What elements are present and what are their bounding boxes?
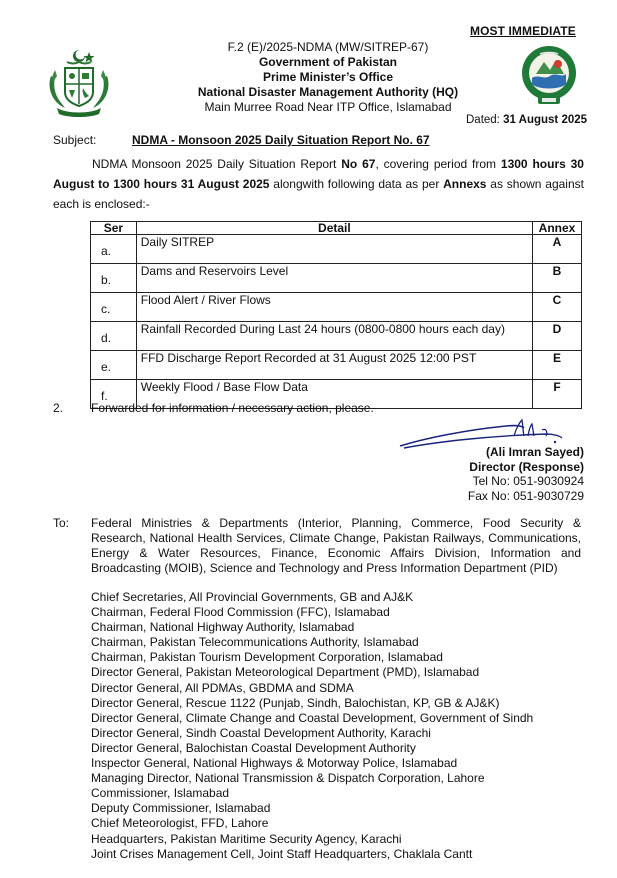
list-item: Chairman, Federal Flood Commission (FFC), Islamabad [91,605,390,620]
list-item: Chairman, Pakistan Telecommunications Authority, Islamabad [91,635,419,650]
row-detail: Rainfall Recorded During Last 24 hours (0800-0800 hours each day) [136,322,532,351]
row-detail: Weekly Flood / Base Flow Data [136,380,532,409]
row-ser: d. [91,322,137,351]
list-item: Chief Meteorologist, FFD, Lahore [91,816,269,831]
list-item: Chief Secretaries, All Provincial Governments, GB and AJ&K [91,590,414,604]
row-ser: a. [91,235,137,264]
list-item: Inspector General, National Highways & Motorway Police, Islamabad [91,756,458,771]
list-item: Director General, All PDMAs, GBDMA and SDMA [91,680,354,695]
row-annex: C [533,293,582,322]
govt-line: Government of Pakistan [258,55,398,69]
list-item: Director General, Balochistan Coastal Development Authority [91,740,416,755]
signatory-fax: Fax No: 051-9030729 [467,488,584,503]
subject-label: Subject: [53,133,97,147]
para1-t3: alongwith following data as per [273,177,440,191]
para1-b3: Annexs [443,177,487,191]
address-line: Main Murree Road Near ITP Office, Islamabad [204,100,452,114]
header-ser: Ser [91,222,137,235]
table-row [91,322,582,351]
annex-table [90,221,582,409]
list-item: Chairman, National Highway Authority, Islamabad [91,620,355,635]
file-number: F.2 (E)/2025-NDMA (MW/SITREP-67) [227,40,429,54]
letterhead [150,40,506,115]
row-ser: b. [91,264,137,293]
list-item: Commissioner, Islamabad [91,786,230,801]
authority-line: National Disaster Management Authority (HQ) [197,85,459,99]
row-annex: F [533,380,582,409]
row-ser: f. [91,380,137,409]
row-ser: c. [91,293,137,322]
para1-t1: NDMA Monsoon 2025 Daily Situation Report [92,157,337,171]
distribution-list [91,590,591,862]
para1-b1: No 67 [341,157,376,171]
list-item: Managing Director, National Transmission & Dispatch Corporation, Lahore [91,771,485,786]
list-item: Chairman, Pakistan Tourism Development Corporation, Islamabad [91,650,443,665]
para1-t2: , covering period from [375,157,497,171]
list-item: Director General, Climate Change and Coastal Development, Government of Sindh [91,710,534,725]
ndma-logo-icon [520,44,578,106]
subject-text: NDMA - Monsoon 2025 Daily Situation Report No. 67 [132,133,430,147]
row-detail: Flood Alert / River Flows [136,293,532,322]
signatory-tel: Tel No: 051-9030924 [472,474,584,489]
header-detail: Detail [136,222,532,235]
list-item: Director General, Rescue 1122 (Punjab, Sindh, Balochistan, KP, GB & AJ&K) [91,695,500,710]
list-item: Director General, Pakistan Meteorological Department (PMD), Islamabad [91,665,480,680]
date-line [466,114,587,126]
state-emblem-icon [45,46,113,118]
signatory-name: (Ali Imran Sayed) [485,445,584,459]
row-ser: e. [91,351,137,380]
office-line: Prime Minister’s Office [262,70,394,84]
row-annex: B [533,264,582,293]
list-item: Director General, Sindh Coastal Development Authority, Karachi [91,725,431,740]
signatory-designation: Director (Response) [469,459,584,474]
row-annex: A [533,235,582,264]
dated-label: Dated: [466,114,500,126]
table-header-row [91,222,582,235]
to-first-recipient: Federal Ministries & Departments (Interior, Planning, Commerce, Food Security & Research, National Health Services, Climate Change, Pakistan Railways, Communications, Energy & Water Resources, Finance, Economic Affairs Division, Information and Broadcasting (MOIB), Science and Technology and Press Information Department (PID) [91,516,581,575]
row-detail: Daily SITREP [136,235,532,264]
table-row [91,351,582,380]
dated-value: 31 August 2025 [503,114,588,126]
table-row [91,264,582,293]
row-annex: D [533,322,582,351]
table-row [91,235,582,264]
row-detail: Dams and Reservoirs Level [136,264,532,293]
table-row [91,293,582,322]
para1-b2: 1300 hours 30 August to 1300 hours 31 August 2025 [53,157,584,191]
priority-label: MOST IMMEDIATE [470,24,576,38]
para1-t4: as shown against each is enclosed:- [53,177,584,211]
header-annex: Annex [533,222,582,235]
signature-block [440,445,584,503]
list-item: Headquarters, Pakistan Maritime Security Agency, Karachi [91,831,402,846]
row-annex: E [533,351,582,380]
list-item: Deputy Commissioner, Islamabad [91,801,271,816]
para2-text: Forwarded for information / necessary action, please. [91,401,374,415]
row-detail: FFD Discharge Report Recorded at 31 August 2025 12:00 PST [136,351,532,380]
paragraph-1 [53,154,584,214]
list-item: Joint Crises Management Cell, Joint Staff Headquarters, Chaklala Cantt [91,846,473,861]
para2-number: 2. [53,401,64,415]
to-label: To: [53,516,70,530]
